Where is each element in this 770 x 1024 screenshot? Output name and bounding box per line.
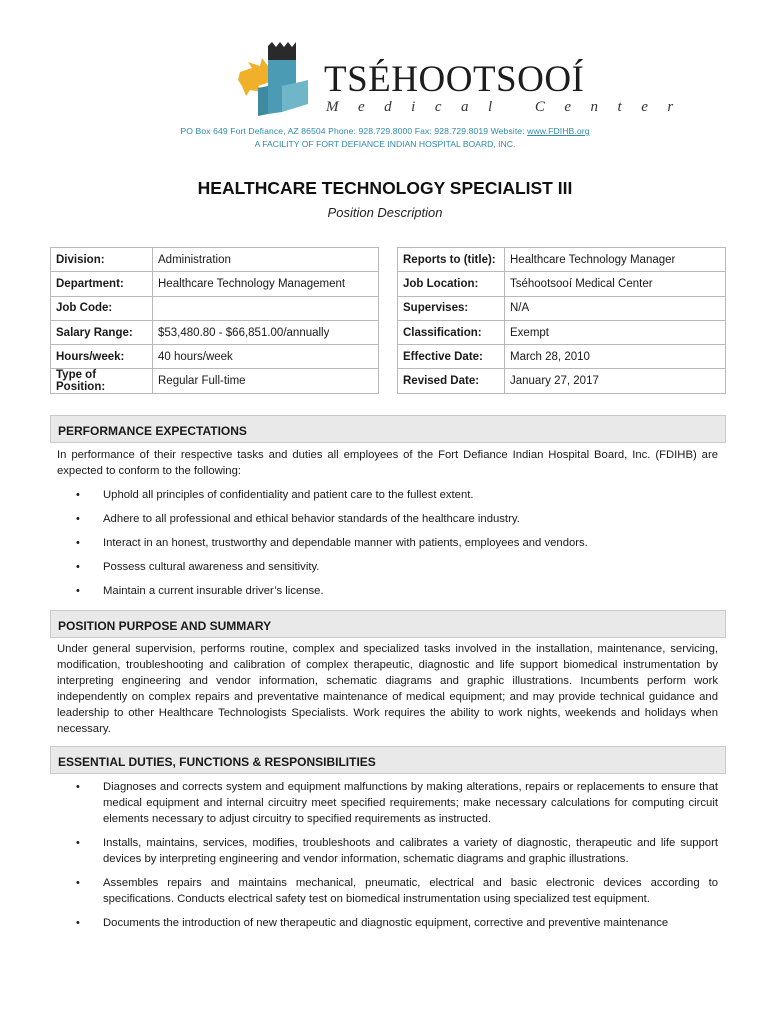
list-item-text: Diagnoses and corrects system and equipment malfunctions by making alterations, repairs or replacements to ensure that medical equipment and internal circuitry meet specified requirements; make necessary calculations for computing circuit elements necessary to adjust circuitry to specified requirements as instructed.	[103, 781, 718, 826]
list-item-text: Assembles repairs and maintains mechanical, pneumatic, electrical and basic electronic devices according to specifications. Conducts electrical safety test on biomedical instrumentation using specialized test equipment.	[103, 877, 718, 906]
table-row	[398, 320, 726, 344]
bullet-icon: •	[76, 877, 80, 889]
field-value: March 28, 2010	[505, 345, 726, 369]
table-row	[398, 296, 726, 320]
purpose-text: Under general supervision, performs routine, complex and specialized tasks involved in the installation, maintenance, servicing, modification, troubleshooting and calibration of complex therapeutic, diagnostic and life support biomedical instrumentation by interpreting engineering and vendor information, schematic diagrams and graphic illustrations. Incumbents perform work independently on complex repairs and preventative maintenance of medical equipment; and may provide technical guidance and leadership to other Healthcare Technologists Specialists. Work requires the ability to work nights, weekends and holidays when necessary.	[57, 643, 718, 736]
bullet-icon: •	[76, 781, 80, 793]
logo-mark-icon	[238, 42, 318, 122]
page-title: HEALTHCARE TECHNOLOGY SPECIALIST III	[197, 178, 573, 198]
field-label: Salary Range:	[51, 320, 153, 344]
table-row	[51, 248, 379, 272]
section-heading-duties: ESSENTIAL DUTIES, FUNCTIONS & RESPONSIBILITIES	[50, 746, 726, 774]
field-value: $53,480.80 - $66,851.00/annually	[153, 320, 379, 344]
bullet-icon: •	[76, 537, 80, 549]
section-heading-performance: PERFORMANCE EXPECTATIONS	[50, 415, 726, 443]
list-item-text: Documents the introduction of new therapeutic and diagnostic equipment, corrective and preventive maintenance	[103, 917, 669, 929]
field-label: Supervises:	[398, 296, 505, 320]
list-item-text: Uphold all principles of confidentiality and patient care to the fullest extent.	[103, 489, 474, 501]
field-label: Job Code:	[51, 296, 153, 320]
address-line	[0, 126, 770, 136]
facility-line: A FACILITY OF FORT DEFIANCE INDIAN HOSPITAL BOARD, INC.	[254, 139, 516, 149]
logo	[238, 42, 693, 122]
field-value: 40 hours/week	[153, 345, 379, 369]
field-label: Hours/week:	[51, 345, 153, 369]
address-text: PO Box 649 Fort Defiance, AZ 86504 Phone: 928.729.8000 Fax: 928.729.8019 Website:	[180, 126, 528, 136]
website-link[interactable]: www.FDIHB.org	[527, 126, 590, 136]
list-item-text: Adhere to all professional and ethical behavior standards of the healthcare industry.	[103, 513, 520, 525]
section-heading-purpose: POSITION PURPOSE AND SUMMARY	[50, 610, 726, 638]
list-item-text: Maintain a current insurable driver’s license.	[103, 585, 324, 597]
field-value	[153, 296, 379, 320]
field-value: Administration	[153, 248, 379, 272]
field-value: Regular Full-time	[153, 369, 379, 394]
table-row	[398, 345, 726, 369]
bullet-icon: •	[76, 489, 80, 501]
table-row	[51, 296, 379, 320]
field-label: Department:	[51, 272, 153, 296]
table-row	[51, 369, 379, 394]
page-subtitle: Position Description	[327, 205, 443, 220]
field-value: Exempt	[505, 320, 726, 344]
bullet-icon: •	[76, 585, 80, 597]
field-value: N/A	[505, 296, 726, 320]
field-value: Healthcare Technology Manager	[505, 248, 726, 272]
table-row	[51, 320, 379, 344]
position-info-table-left	[50, 247, 379, 394]
bullet-icon: •	[76, 917, 80, 929]
table-row	[51, 272, 379, 296]
field-label: Reports to (title):	[398, 248, 505, 272]
field-label: Type of Position:	[51, 369, 153, 394]
performance-intro: In performance of their respective tasks and duties all employees of the Fort Defiance Indian Hospital Board, Inc. (FDIHB) are expected to conform to the following:	[57, 449, 718, 478]
field-label: Classification:	[398, 320, 505, 344]
field-value: January 27, 2017	[505, 369, 726, 393]
list-item-text: Installs, maintains, services, modifies, troubleshoots and calibrates a variety of diagnostic, therapeutic and life support devices by interpreting engineering and vendor information, schematic diagrams and graphic illustrations.	[103, 837, 718, 866]
table-row	[51, 345, 379, 369]
table-row	[398, 369, 726, 393]
field-label: Effective Date:	[398, 345, 505, 369]
bullet-icon: •	[76, 837, 80, 849]
table-row	[398, 248, 726, 272]
field-label: Job Location:	[398, 272, 505, 296]
field-value: Healthcare Technology Management	[153, 272, 379, 296]
position-info-table-right	[397, 247, 726, 394]
org-subtitle: Medical Center	[326, 99, 693, 115]
list-item-text: Interact in an honest, trustworthy and dependable manner with patients, employees and vendors.	[103, 537, 588, 549]
list-item-text: Possess cultural awareness and sensitivity.	[103, 561, 320, 573]
bullet-icon: •	[76, 513, 80, 525]
field-value: Tséhootsooí Medical Center	[505, 272, 726, 296]
field-label: Revised Date:	[398, 369, 505, 393]
table-row	[398, 272, 726, 296]
org-name: TSÉHOOTSOOÍ	[324, 59, 585, 100]
bullet-icon: •	[76, 561, 80, 573]
field-label: Division:	[51, 248, 153, 272]
